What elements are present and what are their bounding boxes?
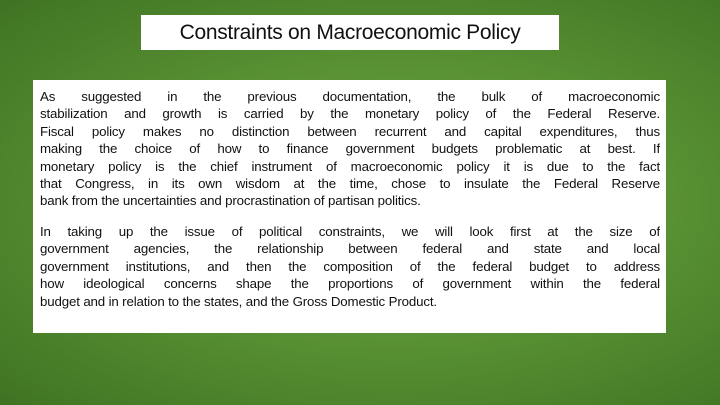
title-box — [141, 15, 559, 50]
text-line: that Congress, in its own wisdom at the time, chose to insulate the Federal Reserve — [40, 175, 660, 191]
paragraph-1 — [40, 88, 660, 210]
text-line: making the choice of how to finance government budgets problematic at best. If — [40, 141, 660, 157]
body-text-box — [33, 80, 666, 333]
slide-title: Constraints on Macroeconomic Policy — [179, 20, 521, 44]
text-line: As suggested in the previous documentation, the bulk of macroeconomic — [40, 89, 660, 104]
text-line: monetary policy is the chief instrument of macroeconomic policy it is due to the fact — [40, 158, 660, 174]
text-line: how ideological concerns shape the proportions of government within the federal — [40, 276, 660, 292]
text-line: stabilization and growth is carried by the monetary policy of the Federal Reserve. — [40, 106, 660, 122]
text-line: government institutions, and then the composition of the federal budget to address — [40, 258, 660, 274]
text-line: budget and in relation to the states, and the Gross Domestic Product. — [40, 293, 437, 309]
paragraph-2 — [40, 223, 660, 310]
text-line: bank from the uncertainties and procrastination of partisan politics. — [40, 193, 421, 209]
text-line: government agencies, the relationship between federal and state and local — [40, 241, 660, 257]
text-line: Fiscal policy makes no distinction between recurrent and capital expenditures, thus — [40, 123, 660, 139]
text-line: In taking up the issue of political constraints, we will look first at the size of — [40, 224, 660, 239]
